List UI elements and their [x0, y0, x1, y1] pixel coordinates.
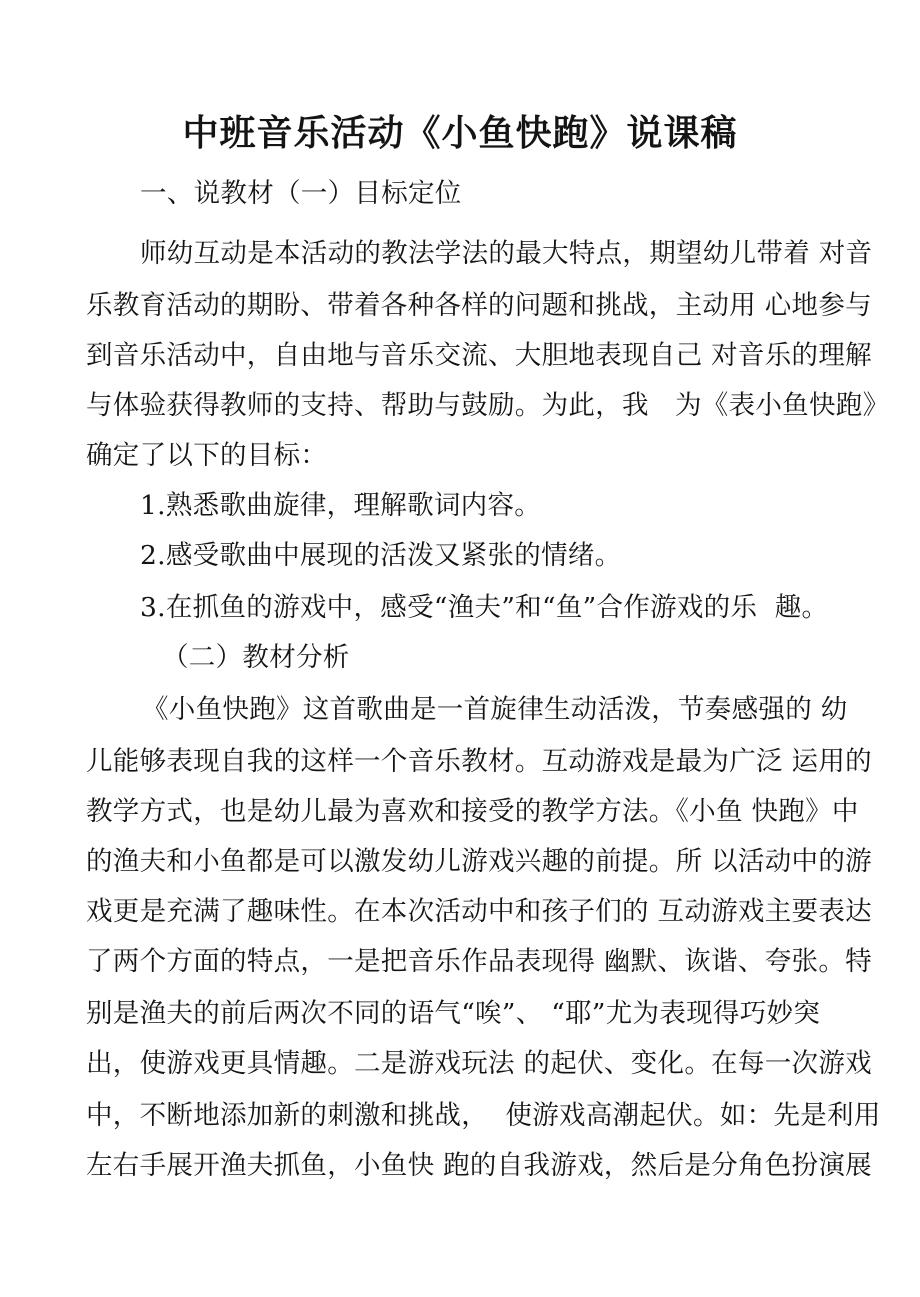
paragraph-line: 确定了以下的目标： [86, 440, 328, 471]
goal-item: 2.感受歌曲中展现的活泼又紧张的情绪。 [140, 540, 622, 571]
paragraph-line: 了两个方面的特点，一是把音乐作品表现得 幽默、诙谐、夸张。特 [86, 946, 872, 977]
paragraph-line: 左右手展开渔夫抓鱼，小鱼快 跑的自我游戏，然后是分角色扮演展 [86, 1150, 872, 1181]
goal-item: 1.熟悉歌曲旋律，理解歌词内容。 [140, 490, 542, 521]
paragraph-line: 乐教育活动的期盼、带着各种各样的问题和挑战，主动用 心地参与 [86, 290, 872, 321]
paragraph-line: 儿能够表现自我的这样一个音乐教材。互动游戏是最为广泛 运用的 [86, 746, 872, 777]
goal-item: 3.在抓鱼的游戏中，感受“渔夫”和“鱼”合作游戏的乐 趣。 [140, 592, 829, 623]
paragraph-line: 的渔夫和小鱼都是可以激发幼儿游戏兴趣的前提。所 以活动中的游 [86, 846, 872, 877]
document-title: 中班音乐活动《小鱼快跑》说课稿 [182, 113, 738, 154]
paragraph-line: 教学方式，也是幼儿最为喜欢和接受的教学方法。《小鱼 快跑》中 [86, 796, 859, 827]
paragraph-line: 出，使游戏更具情趣。二是游戏玩法 的起伏、变化。在每一次游戏 [86, 1048, 872, 1079]
paragraph-line: 戏更是充满了趣味性。在本次活动中和孩子们的 互动游戏主要表达 [86, 896, 872, 927]
paragraph-line: 中，不断地添加新的刺激和挑战， 使游戏高潮起伏。如：先是利用 [86, 1100, 881, 1131]
paragraph-line: 师幼互动是本活动的教法学法的最大特点，期望幼儿带着 对音 [140, 238, 873, 269]
section-heading-textbook: 一、说教材（一）目标定位 [140, 178, 462, 209]
paragraph-line: 别是渔夫的前后两次不同的语气“唉”、 “耶”尤为表现得巧妙突 [86, 998, 821, 1029]
paragraph-line: 《小鱼快跑》这首歌曲是一首旋律生动活泼，节奏感强的 幼 [142, 694, 848, 725]
paragraph-line: 到音乐活动中，自由地与音乐交流、大胆地表现自己 对音乐的理解 [86, 340, 872, 371]
paragraph-line: 与体验获得教师的支持、帮助与鼓励。为此，我 为《表小鱼快跑》 [86, 390, 890, 421]
section-heading-analysis: （二）教材分析 [162, 642, 350, 673]
